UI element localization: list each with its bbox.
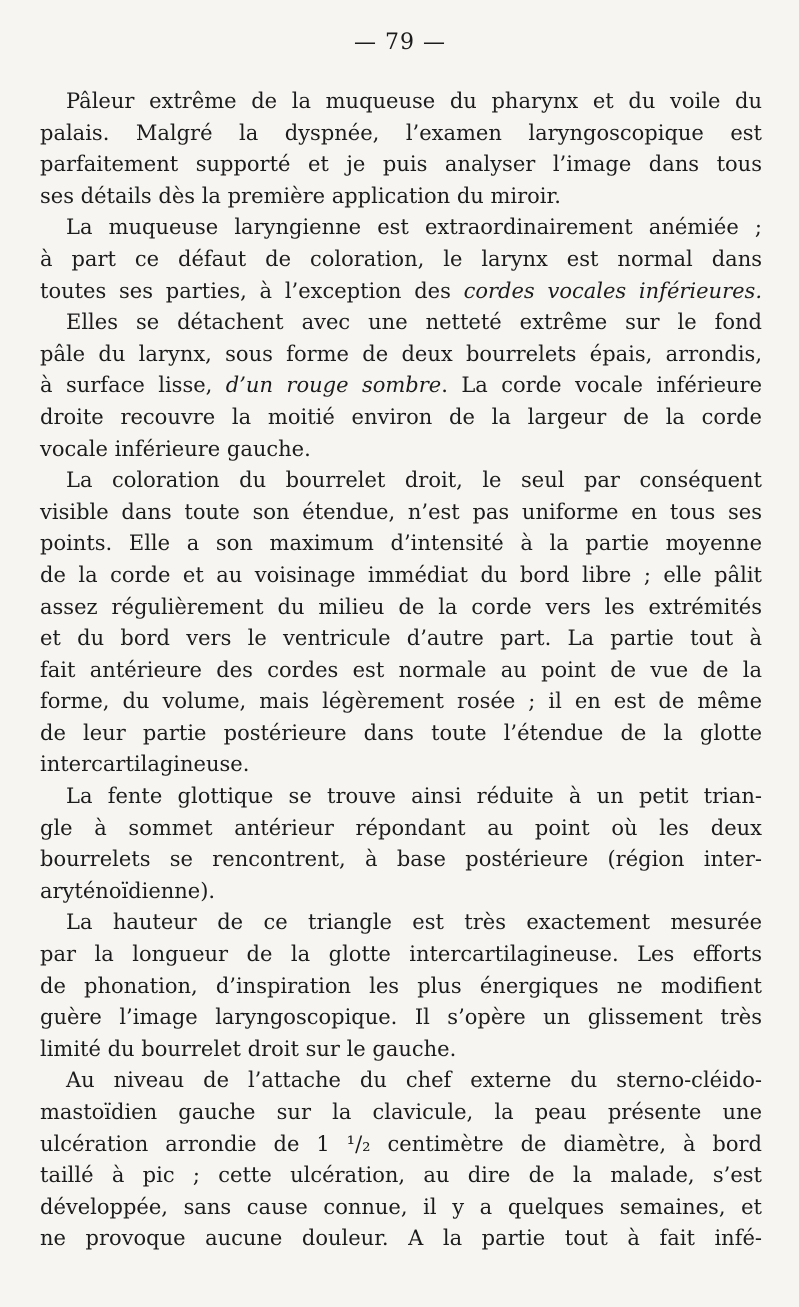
text-line: intercartilagineuse.	[40, 752, 250, 777]
text-line: à part ce défaut de coloration, le larynx est normal dans	[40, 246, 762, 271]
text-line: guère l’image laryngoscopique. Il s’opère un glissement très	[40, 1005, 762, 1030]
text-line: de phonation, d’inspiration les plus énergiques ne modifient	[40, 973, 762, 998]
text-line: bourrelets se rencontrent, à base postérieure (région inter-	[40, 847, 762, 872]
emphasis-text: cordes vocales inférieures.	[463, 278, 762, 303]
paragraph-5	[40, 781, 762, 907]
text-line: aryténoïdienne).	[40, 878, 216, 903]
paragraph-1	[40, 86, 762, 212]
text-line: forme, du volume, mais légèrement rosée ; il en est de même	[40, 689, 762, 714]
text-line: mastoïdien gauche sur la clavicule, la peau présente une	[40, 1100, 762, 1124]
text-line: développée, sans cause connue, il y a quelques semaines, et	[40, 1194, 762, 1219]
text-line	[40, 276, 762, 308]
text-run: à surface lisse,	[40, 373, 226, 398]
text-line: Pâleur extrême de la muqueuse du pharynx et du voile du	[66, 89, 762, 113]
text-line: La coloration du bourrelet droit, le seul par conséquent	[66, 468, 762, 493]
text-line: La muqueuse laryngienne est extraordinairement anémiée ;	[66, 215, 762, 240]
text-line: fait antérieure des cordes est normale au point de vue de la	[40, 657, 762, 682]
text-run: toutes ses parties, à l’exception des	[40, 278, 464, 303]
paragraph-3	[40, 307, 762, 465]
emphasis-text: d’un rouge sombre	[225, 373, 442, 398]
text-line: assez régulièrement du milieu de la corde vers les extrémités	[40, 594, 762, 619]
text-line: Elles se détachent avec une netteté extrême sur le fond	[66, 310, 762, 335]
text-line	[40, 370, 762, 402]
text-line: La fente glottique se trouve ainsi réduite à un petit trian-	[66, 784, 762, 809]
text-line: pâle du larynx, sous forme de deux bourrelets épais, arrondis,	[40, 341, 762, 366]
paragraph-6	[40, 907, 762, 1065]
page-number: — 79 —	[354, 30, 446, 55]
text-line: La hauteur de ce triangle est très exactement mesurée	[66, 910, 762, 935]
text-line: Au niveau de l’attache du chef externe du sterno-cléido-	[66, 1068, 762, 1093]
text-line: de la corde et au voisinage immédiat du bord libre ; elle pâlit	[40, 562, 762, 587]
body-text	[40, 86, 762, 1255]
text-line: gle à sommet antérieur répondant au point où les deux	[40, 815, 762, 840]
text-line: limité du bourrelet droit sur le gauche.	[40, 1036, 457, 1061]
text-line: vocale inférieure gauche.	[40, 436, 311, 461]
text-line: points. Elle a son maximum d’intensité à la partie moyenne	[40, 531, 762, 556]
text-line: droite recouvre la moitié environ de la largeur de la corde	[40, 404, 762, 429]
text-line: palais. Malgré la dyspnée, l’examen laryngoscopique est	[40, 120, 762, 145]
text-run: . La corde vocale inférieure	[441, 373, 762, 398]
text-line: visible dans toute son étendue, n’est pas uniforme en tous ses	[40, 499, 762, 524]
text-line: ses détails dès la première application du miroir.	[40, 183, 561, 208]
text-line: ulcération arrondie de 1 ¹/₂ centimètre de diamètre, à bord	[40, 1131, 762, 1156]
text-line: parfaitement supporté et je puis analyser l’image dans tous	[40, 152, 762, 177]
text-line: et du bord vers le ventricule d’autre part. La partie tout à	[40, 626, 762, 651]
text-line: par la longueur de la glotte intercartilagineuse. Les efforts	[40, 942, 762, 967]
paragraph-4	[40, 465, 762, 781]
text-line: ne provoque aucune douleur. A la partie tout à fait infé-	[40, 1226, 762, 1251]
text-line: de leur partie postérieure dans toute l’étendue de la glotte	[40, 720, 762, 745]
paragraph-7	[40, 1065, 762, 1255]
paragraph-2	[40, 212, 762, 307]
text-line: taillé à pic ; cette ulcération, au dire de la malade, s’est	[40, 1163, 762, 1188]
